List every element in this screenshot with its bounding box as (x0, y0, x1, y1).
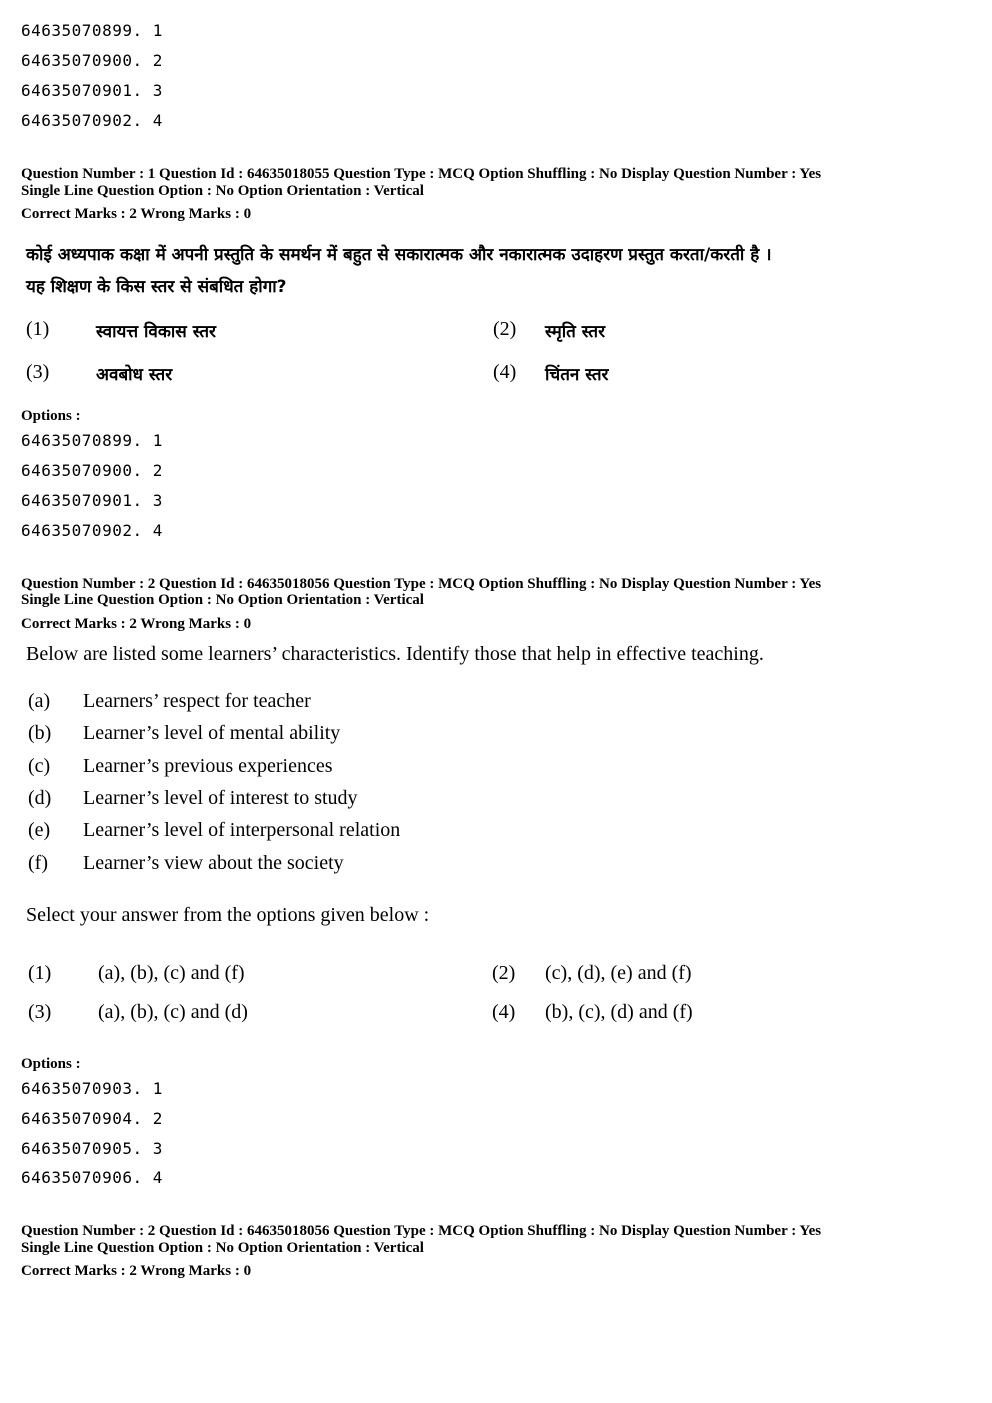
item-text: Learner’s previous experiences (83, 755, 333, 777)
item-label: (e) (28, 819, 51, 841)
question-meta-line: Single Line Question Option : No Option Orientation : Vertical (21, 1240, 424, 1256)
option-id: 64635070901. 3 (21, 491, 163, 510)
option-id: 64635070905. 3 (21, 1139, 163, 1158)
item-text: Learner’s level of mental ability (83, 722, 341, 744)
choice-text: (b), (c), (d) and (f) (545, 1001, 693, 1023)
question-meta-line: Question Number : 2 Question Id : 64635018056 Question Type : MCQ Option Shuffling : No Display Question Number : Yes (21, 576, 822, 592)
item-label: (f) (28, 852, 48, 874)
item-label: (b) (28, 722, 52, 744)
choice-number: (1) (28, 962, 52, 984)
question-text: यह शिक्षण के किस स्तर से संबधित होगा? (26, 277, 287, 297)
choice-text: (c), (d), (e) and (f) (545, 962, 692, 984)
options-label: Options : (21, 408, 81, 424)
option-id: 64635070901. 3 (21, 81, 163, 100)
item-label: (a) (28, 690, 51, 712)
choice-text: अवबोध स्तर (96, 365, 173, 385)
choice-text: स्वायत्त विकास स्तर (96, 322, 216, 342)
option-id: 64635070904. 2 (21, 1109, 163, 1128)
choice-number: (3) (28, 1001, 52, 1023)
option-id: 64635070900. 2 (21, 51, 163, 70)
question-meta-line: Question Number : 2 Question Id : 64635018056 Question Type : MCQ Option Shuffling : No Display Question Number : Yes (21, 1223, 822, 1239)
option-id: 64635070906. 4 (21, 1168, 163, 1187)
question-meta-line: Single Line Question Option : No Option Orientation : Vertical (21, 183, 424, 199)
question-text: कोई अध्यपाक कक्षा में अपनी प्रस्तुति के समर्थन में बहुत से सकारात्मक और नकारात्मक उदाहरण प्रस्तुत करता/करती है । (26, 245, 772, 265)
option-id: 64635070899. 1 (21, 21, 163, 40)
choice-text: स्मृति स्तर (545, 322, 606, 342)
option-id: 64635070900. 2 (21, 461, 163, 480)
choice-text: (a), (b), (c) and (d) (98, 1001, 248, 1023)
item-label: (c) (28, 755, 51, 777)
question-marks: Correct Marks : 2 Wrong Marks : 0 (21, 1263, 252, 1279)
choice-text: चिंतन स्तर (545, 365, 609, 385)
choice-number: (4) (493, 361, 517, 383)
choice-number: (4) (492, 1001, 516, 1023)
question-meta-line: Question Number : 1 Question Id : 64635018055 Question Type : MCQ Option Shuffling : No Display Question Number : Yes (21, 166, 822, 182)
question-text: Below are listed some learners’ characteristics. Identify those that help in effective teaching. (26, 643, 764, 665)
option-id: 64635070899. 1 (21, 431, 163, 450)
item-text: Learner’s level of interest to study (83, 787, 358, 809)
question-marks: Correct Marks : 2 Wrong Marks : 0 (21, 206, 252, 222)
options-label: Options : (21, 1056, 81, 1072)
choice-number: (3) (26, 361, 50, 383)
item-label: (d) (28, 787, 52, 809)
choice-text: (a), (b), (c) and (f) (98, 962, 245, 984)
choice-number: (1) (26, 318, 50, 340)
choice-number: (2) (492, 962, 516, 984)
select-instruction: Select your answer from the options given below : (26, 904, 430, 926)
option-id: 64635070903. 1 (21, 1079, 163, 1098)
question-marks: Correct Marks : 2 Wrong Marks : 0 (21, 616, 252, 632)
option-id: 64635070902. 4 (21, 111, 163, 130)
choice-number: (2) (493, 318, 517, 340)
item-text: Learners’ respect for teacher (83, 690, 311, 712)
option-id: 64635070902. 4 (21, 521, 163, 540)
question-meta-line: Single Line Question Option : No Option Orientation : Vertical (21, 592, 424, 608)
item-text: Learner’s level of interpersonal relation (83, 819, 401, 841)
item-text: Learner’s view about the society (83, 852, 344, 874)
